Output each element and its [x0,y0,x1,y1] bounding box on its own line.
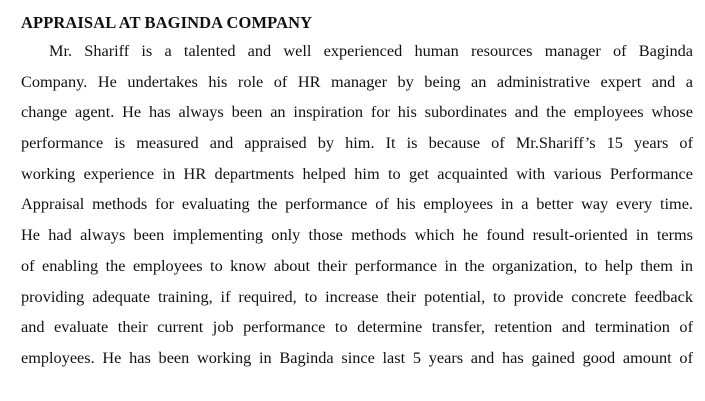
paragraph-line: Appraisal methods for evaluating the performance of his employees in a better way every time. [21,194,693,214]
document-title: APPRAISAL AT BAGINDA COMPANY [21,13,313,32]
paragraph-line: employees. He has been working in Baginda since last 5 years and has gained good amount of [21,347,693,367]
paragraph-line: change agent. He has always been an inspiration for his subordinates and the employees whose [21,102,693,122]
paragraph-line: providing adequate training, if required, to increase their potential, to provide concrete feedback [21,286,693,306]
document-page [21,12,693,374]
paragraph-line: performance is measured and appraised by him. It is because of Mr.Shariff’s 15 years of [21,133,693,153]
paragraph-line: and evaluate their current job performance to determine transfer, retention and termination of [21,317,693,337]
body-paragraph [21,36,693,374]
paragraph-line: working experience in HR departments helped him to get acquainted with various Performance [21,163,693,183]
paragraph-line: Company. He undertakes his role of HR manager by being an administrative expert and a [21,71,693,91]
paragraph-line: Mr. Shariff is a talented and well experienced human resources manager of Baginda [49,41,693,60]
paragraph-line: of enabling the employees to know about their performance in the organization, to help them in [21,255,693,275]
paragraph-line: He had always been implementing only those methods which he found result-oriented in terms [21,225,693,245]
